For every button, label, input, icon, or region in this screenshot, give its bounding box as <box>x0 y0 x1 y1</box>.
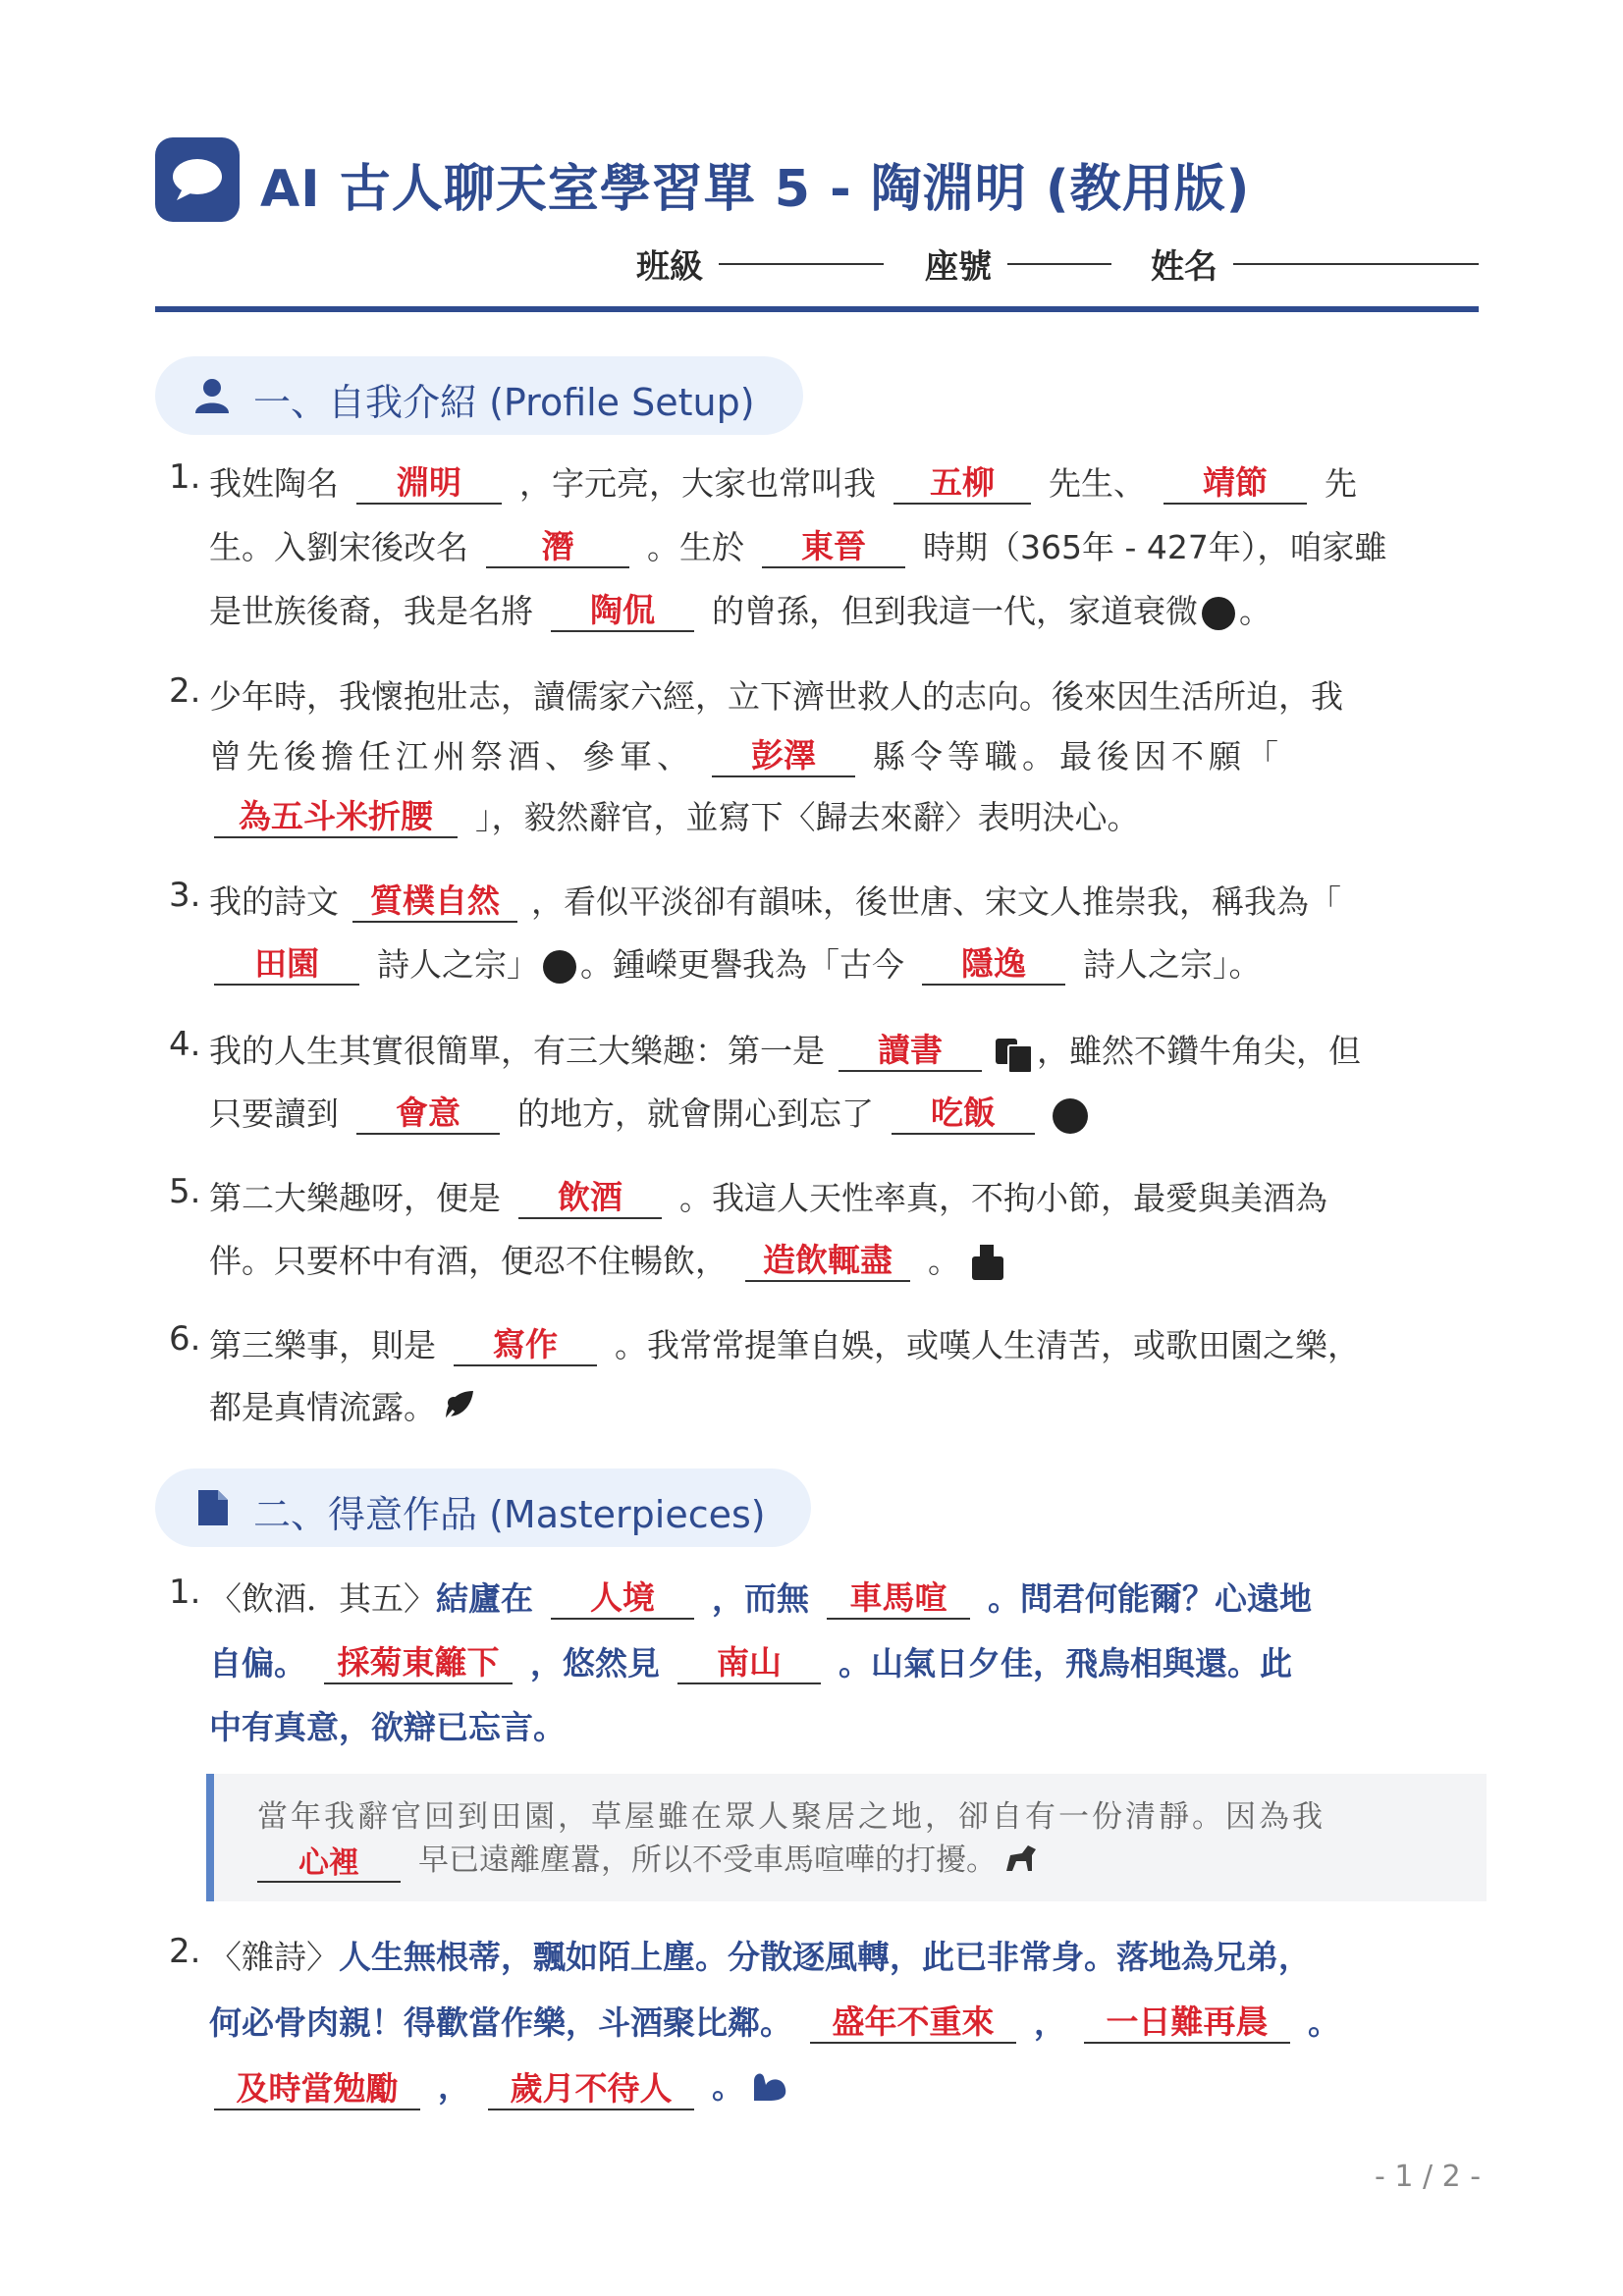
answer-blank[interactable]: 會意 <box>356 1088 500 1135</box>
item-line: 是世族後裔，我是名將 陶侃 的曾孫，但到我這一代，家道衰微 。 <box>209 585 1271 630</box>
explanation-note <box>206 1774 1487 1901</box>
item-number: 5. <box>169 1172 201 1211</box>
person-icon <box>192 376 232 415</box>
item-line: 我的人生其實很簡單，有三大樂趣：第一是 讀書 ，雖然不鑽牛角尖，但 <box>209 1025 1361 1070</box>
class-label: 班級 <box>636 247 703 287</box>
item-number: 3. <box>169 876 201 915</box>
name-line <box>1233 263 1479 265</box>
item-line: 曾先後擔任江州祭酒、參軍、 彭澤 縣令等職。最後因不願「 <box>209 730 1283 775</box>
dot-icon <box>1053 1098 1088 1134</box>
quill-icon <box>440 1387 477 1432</box>
answer-blank[interactable]: 南山 <box>677 1637 821 1684</box>
item-number: 4. <box>169 1025 201 1064</box>
item-number: 2. <box>169 1932 201 1971</box>
item-number: 1. <box>169 1573 201 1612</box>
section-profile-title: 一、自我介紹 (Profile Setup) <box>253 381 755 424</box>
section-masterpieces-header <box>155 1468 811 1547</box>
seat-label: 座號 <box>925 247 992 287</box>
note-line: 當年我辭官回到田園，草屋雖在眾人聚居之地，卻自有一份清靜。因為我 <box>257 1799 1325 1835</box>
dot-icon <box>1202 597 1235 630</box>
answer-blank[interactable]: 潛 <box>486 521 629 568</box>
answer-blank[interactable]: 寫作 <box>454 1319 597 1366</box>
poem-line: 〈飲酒．其五〉結廬在 人境 ，而無 車馬喧 。問君何能爾？心遠地 <box>209 1573 1312 1618</box>
item-number: 6. <box>169 1319 201 1359</box>
flexed-arm-icon <box>750 2067 789 2110</box>
section-profile-header <box>155 356 803 435</box>
answer-blank[interactable]: 一日難再晨 <box>1084 1997 1290 2044</box>
poem-line: 及時當勉勵 ， 歲月不待人 。 <box>214 2061 789 2107</box>
dot-icon <box>543 950 576 984</box>
item-line: 第三樂事，則是 寫作 。我常常提筆自娛，或嘆人生清苦，或歌田園之樂， <box>209 1319 1360 1364</box>
seat-line <box>1007 263 1111 265</box>
item-number: 2. <box>169 671 201 711</box>
item-line: 第二大樂趣呀，便是 飲酒 。我這人天性率真，不拘小節，最愛與美酒為 <box>209 1172 1327 1217</box>
answer-blank[interactable]: 人境 <box>551 1573 694 1620</box>
item-line: 我姓陶名 淵明 ，字元亮，大家也常叫我 五柳 先生、 靖節 先 <box>209 457 1357 503</box>
item-line: 伴。只要杯中有酒，便忍不住暢飲， 造飲輒盡 。 <box>209 1235 1007 1280</box>
poem-line: 〈雜詩〉人生無根蒂，飄如陌上塵。分散逐風轉，此已非常身。落地為兄弟， <box>209 1938 1311 1976</box>
poem-line: 自偏。 採菊東籬下 ，悠然見 南山 。山氣日夕佳，飛鳥相與還。此 <box>209 1637 1292 1682</box>
books-icon <box>996 1037 1033 1070</box>
answer-blank[interactable]: 盛年不重來 <box>810 1997 1016 2044</box>
item-line: 田園 詩人之宗」 。鍾嶸更譽我為「古今 隱逸 詩人之宗」。 <box>214 938 1262 984</box>
answer-blank[interactable]: 靖節 <box>1163 457 1307 505</box>
answer-blank[interactable]: 陶侃 <box>551 585 694 632</box>
document-icon <box>192 1488 232 1527</box>
answer-blank[interactable]: 及時當勉勵 <box>214 2063 420 2110</box>
header-rule <box>155 306 1479 312</box>
class-line <box>719 263 884 265</box>
answer-blank[interactable]: 歲月不待人 <box>488 2063 694 2110</box>
answer-blank[interactable]: 飲酒 <box>518 1172 662 1219</box>
item-line: 我的詩文 質樸自然 ，看似平淡卻有韻味，後世唐、宋文人推崇我，稱我為「 <box>209 876 1341 921</box>
answer-blank[interactable]: 淵明 <box>356 457 502 505</box>
answer-blank[interactable]: 為五斗米折腰 <box>214 791 458 838</box>
item-line: 生。入劉宋後改名 潛 。生於 東晉 時期（365年 - 427年），咱家雖 <box>209 521 1386 566</box>
answer-blank[interactable]: 造飲輒盡 <box>745 1235 910 1282</box>
name-label: 姓名 <box>1151 247 1217 287</box>
answer-blank[interactable]: 心裡 <box>257 1838 401 1883</box>
answer-blank[interactable]: 彭澤 <box>712 730 855 777</box>
answer-blank[interactable]: 質樸自然 <box>352 876 517 923</box>
item-line: 少年時，我懷抱壯志，讀儒家六經，立下濟世救人的志向。後來因生活所迫，我 <box>209 677 1343 716</box>
section-masterpieces-title: 二、得意作品 (Masterpieces) <box>253 1493 766 1536</box>
item-line: 都是真情流露。 <box>209 1382 477 1427</box>
item-line: 為五斗米折腰 」，毅然辭官，並寫下〈歸去來辭〉表明決心。 <box>214 791 1140 836</box>
horse-icon <box>1002 1842 1040 1883</box>
answer-blank[interactable]: 吃飯 <box>892 1088 1035 1135</box>
page-title: AI 古人聊天室學習單 5 - 陶淵明 (教用版) <box>260 160 1251 219</box>
answer-blank[interactable]: 田園 <box>214 938 359 986</box>
answer-blank[interactable]: 讀書 <box>839 1025 982 1072</box>
poem-line: 何必骨肉親！得歡當作樂，斗酒聚比鄰。 盛年不重來 ， 一日難再晨 。 <box>209 1997 1340 2042</box>
page-number: - 1 / 2 - <box>1375 2160 1482 2194</box>
answer-blank[interactable]: 東晉 <box>762 521 905 568</box>
answer-blank[interactable]: 隱逸 <box>922 938 1065 986</box>
answer-blank[interactable]: 車馬喧 <box>827 1573 970 1620</box>
chat-logo-icon <box>155 137 240 222</box>
poem-line: 中有真意，欲辯已忘言。 <box>209 1708 566 1746</box>
item-number: 1. <box>169 457 201 497</box>
wine-jar-icon <box>968 1245 1007 1282</box>
answer-blank[interactable]: 五柳 <box>893 457 1031 505</box>
answer-blank[interactable]: 採菊東籬下 <box>324 1637 513 1684</box>
note-line: 心裡 早已遠離塵囂，所以不受車馬喧嘩的打擾。 <box>257 1835 1040 1883</box>
item-line: 只要讀到 會意 的地方，就會開心到忘了 吃飯 <box>209 1088 1088 1133</box>
